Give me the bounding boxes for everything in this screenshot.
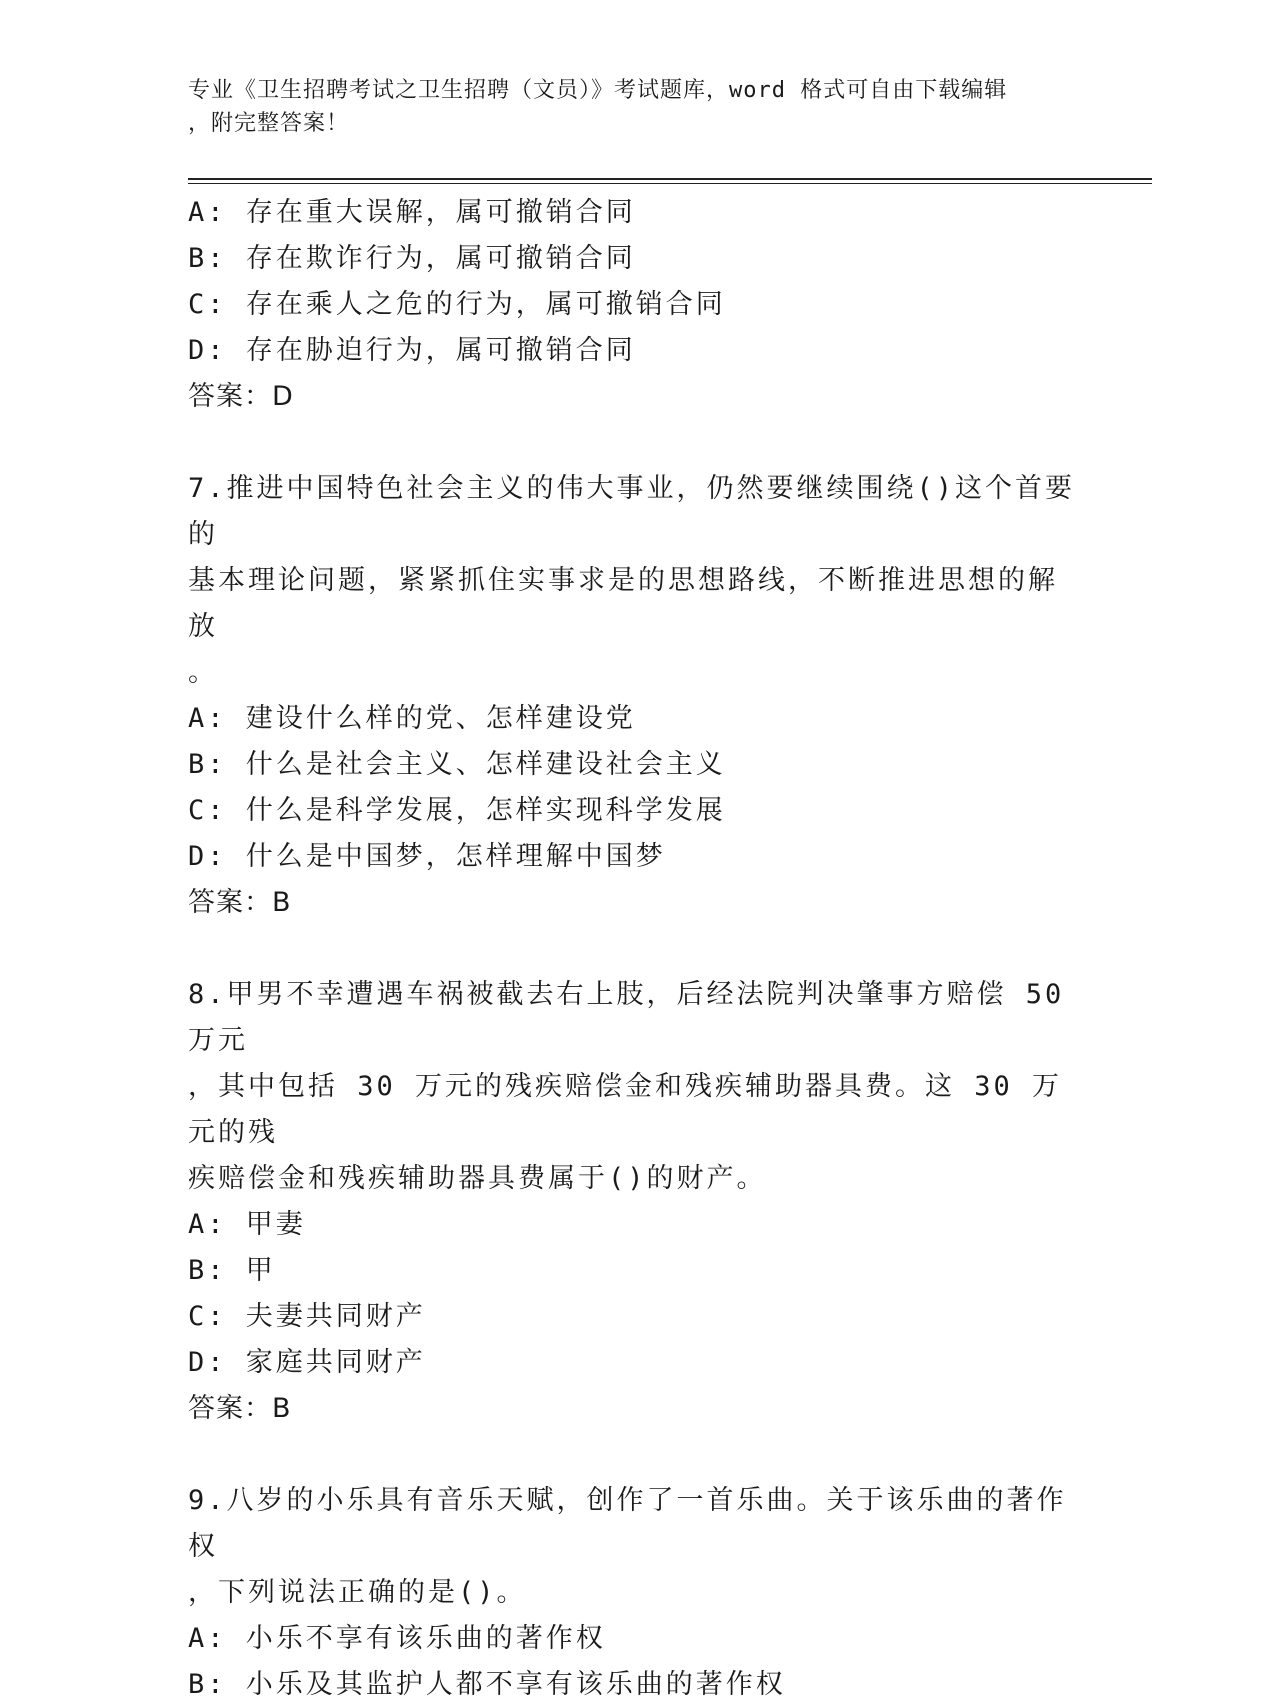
answer: 答案：D — [188, 381, 294, 412]
stem-line: 。 — [188, 657, 218, 688]
question-stem — [188, 466, 1078, 696]
option-a: A: 小乐不享有该乐曲的著作权 — [188, 1623, 606, 1654]
question-8 — [188, 972, 1088, 1432]
option-c: C: 什么是科学发展，怎样实现科学发展 — [188, 795, 726, 826]
spacer — [188, 926, 1088, 972]
question-9 — [188, 1478, 1088, 1708]
option-c: C: 存在乘人之危的行为，属可撤销合同 — [188, 289, 726, 320]
question-stem — [188, 1478, 1078, 1616]
header-rule-thick — [188, 178, 1152, 180]
stem-line: ，下列说法正确的是()。 — [188, 1577, 527, 1608]
option-a: A: 甲妻 — [188, 1209, 306, 1240]
option-b: B: 什么是社会主义、怎样建设社会主义 — [188, 749, 726, 780]
stem-line: 9.八岁的小乐具有音乐天赋，创作了一首乐曲。关于该乐曲的著作权 — [188, 1485, 1067, 1562]
option-b: B: 存在欺诈行为，属可撤销合同 — [188, 243, 636, 274]
option-d: D: 存在胁迫行为，属可撤销合同 — [188, 335, 636, 366]
spacer — [188, 1432, 1088, 1478]
header-line-2: ，附完整答案！ — [188, 111, 350, 136]
question-stem — [188, 972, 1078, 1202]
stem-line: 基本理论问题，紧紧抓住实事求是的思想路线，不断推进思想的解放 — [188, 565, 1058, 642]
stem-line: 疾赔偿金和残疾辅助器具费属于()的财产。 — [188, 1163, 767, 1194]
stem-line: 8.甲男不幸遭遇车祸被截去右上肢，后经法院判决肇事方赔偿 50 万元 — [188, 979, 1065, 1056]
spacer — [188, 420, 1088, 466]
answer: 答案：B — [188, 887, 292, 918]
option-c: C: 夫妻共同财产 — [188, 1301, 426, 1332]
stem-line: 7.推进中国特色社会主义的伟大事业，仍然要继续围绕()这个首要的 — [188, 473, 1076, 550]
stem-line: ，其中包括 30 万元的残疾赔偿金和残疾辅助器具费。这 30 万元的残 — [188, 1071, 1063, 1148]
header-rule-thin — [188, 183, 1152, 184]
option-a: A: 存在重大误解，属可撤销合同 — [188, 197, 636, 228]
question-7 — [188, 466, 1088, 926]
question-list — [188, 190, 1088, 1708]
option-a: A: 建设什么样的党、怎样建设党 — [188, 703, 636, 734]
document-header — [188, 74, 1078, 140]
option-b: B: 小乐及其监护人都不享有该乐曲的著作权 — [188, 1669, 786, 1700]
answer: 答案：B — [188, 1393, 292, 1424]
option-d: D: 家庭共同财产 — [188, 1347, 426, 1378]
option-b: B: 甲 — [188, 1255, 276, 1286]
option-d: D: 什么是中国梦，怎样理解中国梦 — [188, 841, 666, 872]
header-line-1: 专业《卫生招聘考试之卫生招聘（文员）》考试题库，word 格式可自由下载编辑 — [188, 78, 1008, 103]
question-6 — [188, 190, 1088, 420]
